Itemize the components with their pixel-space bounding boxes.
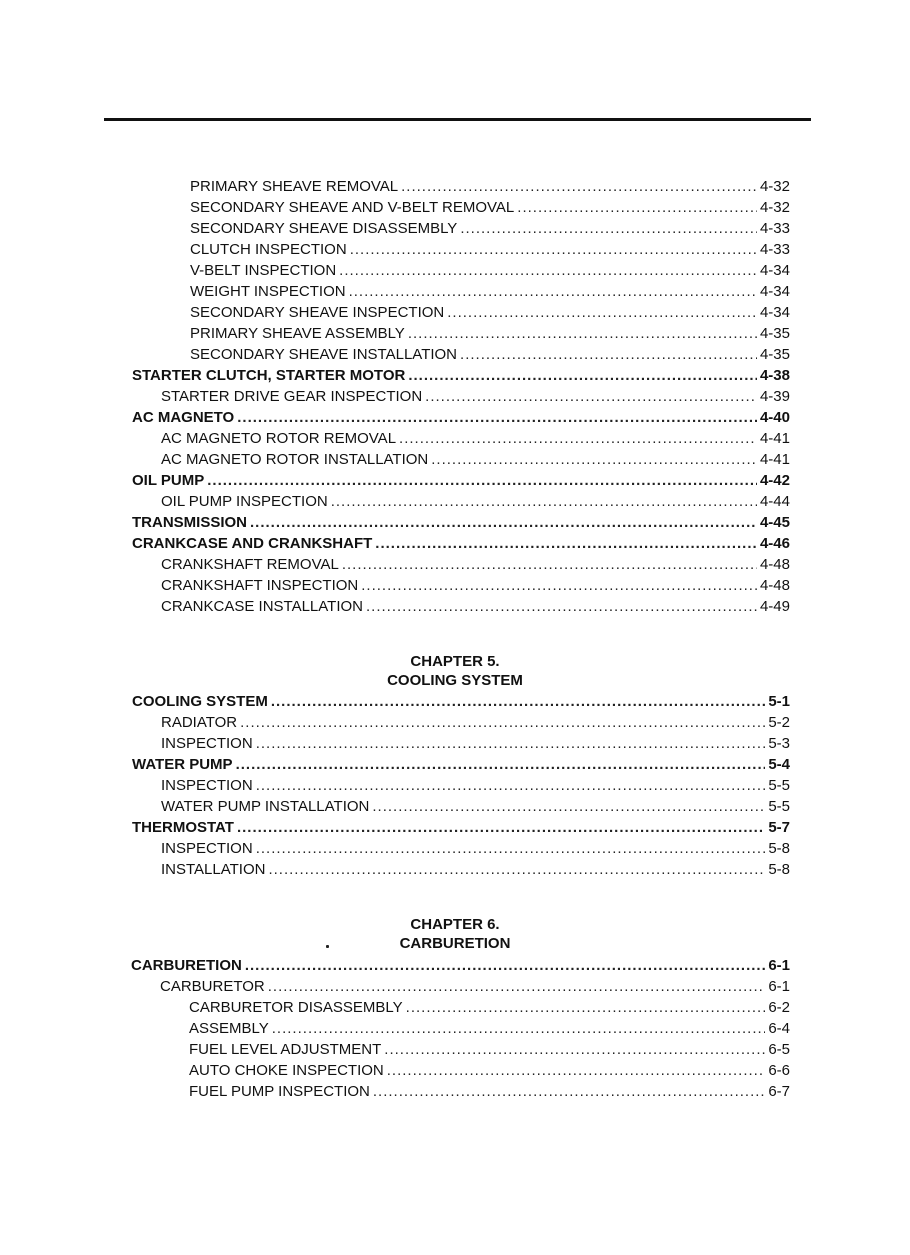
toc-entry-page: 4-38 bbox=[759, 367, 790, 384]
leader-dots bbox=[408, 323, 757, 344]
toc-entry-title: TRANSMISSION bbox=[132, 514, 248, 531]
toc-entry[interactable] bbox=[160, 976, 790, 997]
leader-dots bbox=[349, 281, 757, 302]
toc-entry-title: WATER PUMP bbox=[132, 756, 233, 773]
toc-entry-title: THERMOSTAT bbox=[132, 819, 234, 836]
toc-section[interactable] bbox=[132, 512, 790, 533]
toc-entry-page: 6-1 bbox=[768, 957, 790, 974]
toc-entry-page: 5-3 bbox=[768, 735, 790, 752]
toc-entry[interactable] bbox=[161, 491, 790, 512]
toc-entry-page: 4-34 bbox=[759, 283, 790, 300]
toc-entry[interactable] bbox=[161, 554, 790, 575]
toc-entry-title: STARTER DRIVE GEAR INSPECTION bbox=[161, 388, 423, 405]
toc-entry[interactable] bbox=[190, 323, 790, 344]
leader-dots bbox=[460, 344, 757, 365]
toc-entry-title: AC MAGNETO bbox=[132, 409, 235, 426]
leader-dots bbox=[372, 796, 765, 817]
toc-entry[interactable] bbox=[190, 176, 790, 197]
toc-entry-page: 4-32 bbox=[759, 178, 790, 195]
toc-entry-title: SECONDARY SHEAVE INSTALLATION bbox=[190, 346, 458, 363]
leader-dots bbox=[256, 775, 766, 796]
leader-dots bbox=[375, 533, 757, 554]
toc-entry-title: CRANKSHAFT INSPECTION bbox=[161, 577, 359, 594]
toc-entry[interactable] bbox=[190, 197, 790, 218]
toc-entry-title: COOLING SYSTEM bbox=[132, 693, 268, 710]
toc-entry[interactable] bbox=[161, 428, 790, 449]
toc-entry-page: 4-48 bbox=[759, 577, 790, 594]
toc-entry[interactable] bbox=[161, 733, 790, 754]
leader-dots bbox=[350, 239, 757, 260]
leader-dots bbox=[236, 754, 766, 775]
leader-dots bbox=[406, 997, 766, 1018]
leader-dots bbox=[517, 197, 757, 218]
toc-entry-page: 4-33 bbox=[759, 220, 790, 237]
toc-entry[interactable] bbox=[189, 1018, 790, 1039]
leader-dots bbox=[399, 428, 757, 449]
toc-entry[interactable] bbox=[190, 344, 790, 365]
toc-entry-page: 6-1 bbox=[768, 978, 790, 995]
leader-dots bbox=[256, 733, 766, 754]
toc-entry[interactable] bbox=[161, 838, 790, 859]
toc-section[interactable] bbox=[132, 754, 790, 775]
chapter-heading: CHAPTER 6. bbox=[410, 916, 500, 933]
toc-entry-title: INSPECTION bbox=[161, 735, 253, 752]
leader-dots bbox=[268, 859, 765, 880]
toc-entry[interactable] bbox=[190, 281, 790, 302]
leader-dots bbox=[250, 512, 757, 533]
toc-entry-page: 4-45 bbox=[759, 514, 790, 531]
toc-entry-page: 6-4 bbox=[768, 1020, 790, 1037]
toc-entry-page: 4-34 bbox=[759, 304, 790, 321]
toc-entry[interactable] bbox=[161, 386, 790, 407]
toc-entry-page: 4-35 bbox=[759, 325, 790, 342]
toc-entry-title: ASSEMBLY bbox=[189, 1020, 269, 1037]
toc-entry-page: 5-1 bbox=[768, 693, 790, 710]
chapter-title: CARBURETION bbox=[399, 935, 511, 952]
toc-section[interactable] bbox=[132, 365, 790, 386]
toc-entry-title: INSTALLATION bbox=[161, 861, 266, 878]
leader-dots bbox=[361, 575, 757, 596]
toc-entry-title: PRIMARY SHEAVE REMOVAL bbox=[190, 178, 399, 195]
leader-dots bbox=[460, 218, 757, 239]
toc-entry-page: 6-6 bbox=[768, 1062, 790, 1079]
toc-entry[interactable] bbox=[190, 218, 790, 239]
toc-entry-page: 4-32 bbox=[759, 199, 790, 216]
toc-entry-page: 4-35 bbox=[759, 346, 790, 363]
toc-section[interactable] bbox=[131, 955, 790, 976]
toc-entry-title: AUTO CHOKE INSPECTION bbox=[189, 1062, 384, 1079]
leader-dots bbox=[339, 260, 757, 281]
toc-entry-title: WEIGHT INSPECTION bbox=[190, 283, 346, 300]
leader-dots bbox=[373, 1081, 765, 1102]
toc-entry-title: SECONDARY SHEAVE DISASSEMBLY bbox=[190, 220, 458, 237]
toc-entry[interactable] bbox=[161, 859, 790, 880]
toc-entry-page: 6-5 bbox=[768, 1041, 790, 1058]
toc-entry-page: 6-2 bbox=[768, 999, 790, 1016]
toc-entry-title: AC MAGNETO ROTOR INSTALLATION bbox=[161, 451, 429, 468]
toc-entry-title: STARTER CLUTCH, STARTER MOTOR bbox=[132, 367, 406, 384]
toc-entry-title: CARBURETION bbox=[131, 957, 242, 974]
leader-dots bbox=[207, 470, 757, 491]
leader-dots bbox=[240, 712, 765, 733]
leader-dots bbox=[401, 176, 757, 197]
toc-section[interactable] bbox=[132, 533, 790, 554]
toc-entry-title: CRANKSHAFT REMOVAL bbox=[161, 556, 339, 573]
leader-dots bbox=[387, 1060, 766, 1081]
toc-entry-page: 5-2 bbox=[768, 714, 790, 731]
toc-entry-page: 5-5 bbox=[768, 777, 790, 794]
toc-entry-page: 4-42 bbox=[759, 472, 790, 489]
toc-entry-title: CARBURETOR bbox=[160, 978, 265, 995]
toc-entry-page: 5-8 bbox=[768, 861, 790, 878]
leader-dots bbox=[245, 955, 765, 976]
toc-entry-title: RADIATOR bbox=[161, 714, 238, 731]
toc-entry-title: FUEL PUMP INSPECTION bbox=[189, 1083, 370, 1100]
toc-entry-page: 5-5 bbox=[768, 798, 790, 815]
toc-entry-page: 6-7 bbox=[768, 1083, 790, 1100]
leader-dots bbox=[431, 449, 757, 470]
toc-entry-page: 5-4 bbox=[768, 756, 790, 773]
toc-entry-title: CRANKCASE INSTALLATION bbox=[161, 598, 363, 615]
toc-entry[interactable] bbox=[189, 1060, 790, 1081]
toc-entry-title: OIL PUMP bbox=[132, 472, 205, 489]
toc-entry-page: 4-33 bbox=[759, 241, 790, 258]
toc-entry-page: 4-48 bbox=[759, 556, 790, 573]
leader-dots bbox=[384, 1039, 765, 1060]
toc-entry-title: INSPECTION bbox=[161, 777, 253, 794]
toc-entry-page: 4-46 bbox=[759, 535, 790, 552]
toc-entry-page: 4-49 bbox=[759, 598, 790, 615]
chapter-title: COOLING SYSTEM bbox=[387, 672, 523, 689]
leader-dots bbox=[271, 691, 765, 712]
toc-entry-page: 4-34 bbox=[759, 262, 790, 279]
toc-entry-page: 4-41 bbox=[759, 430, 790, 447]
toc-entry-page: 4-40 bbox=[759, 409, 790, 426]
toc-entry-title: SECONDARY SHEAVE INSPECTION bbox=[190, 304, 445, 321]
toc-entry[interactable] bbox=[190, 302, 790, 323]
leader-dots bbox=[272, 1018, 766, 1039]
toc-entry-page: 4-39 bbox=[759, 388, 790, 405]
leader-dots bbox=[268, 976, 766, 997]
toc-section[interactable] bbox=[132, 691, 790, 712]
toc-section[interactable] bbox=[132, 407, 790, 428]
toc-entry-page: 4-41 bbox=[759, 451, 790, 468]
leader-dots bbox=[331, 491, 757, 512]
leader-dots bbox=[237, 817, 765, 838]
toc-entry-title: FUEL LEVEL ADJUSTMENT bbox=[189, 1041, 382, 1058]
leader-dots bbox=[237, 407, 757, 428]
toc-entry[interactable] bbox=[189, 1039, 790, 1060]
toc-entry-title: OIL PUMP INSPECTION bbox=[161, 493, 328, 510]
toc-entry-title: WATER PUMP INSTALLATION bbox=[161, 798, 370, 815]
toc-entry[interactable] bbox=[161, 796, 790, 817]
leader-dots bbox=[366, 596, 757, 617]
leader-dots bbox=[408, 365, 757, 386]
toc-section[interactable] bbox=[132, 817, 790, 838]
toc-entry[interactable] bbox=[161, 712, 790, 733]
toc-entry-title: CARBURETOR DISASSEMBLY bbox=[189, 999, 403, 1016]
toc-entry-title: V-BELT INSPECTION bbox=[190, 262, 337, 279]
toc-entry[interactable] bbox=[189, 997, 790, 1018]
toc-entry-title: CRANKCASE AND CRANKSHAFT bbox=[132, 535, 373, 552]
toc-entry[interactable] bbox=[161, 596, 790, 617]
toc-entry-title: INSPECTION bbox=[161, 840, 253, 857]
header-rule bbox=[104, 118, 811, 121]
toc-entry[interactable] bbox=[161, 575, 790, 596]
toc-section[interactable] bbox=[132, 470, 790, 491]
toc-entry[interactable] bbox=[189, 1081, 790, 1102]
toc-entry-title: AC MAGNETO ROTOR REMOVAL bbox=[161, 430, 397, 447]
leader-dots bbox=[342, 554, 757, 575]
toc-entry[interactable] bbox=[161, 449, 790, 470]
toc-entry-title: PRIMARY SHEAVE ASSEMBLY bbox=[190, 325, 405, 342]
leader-dots bbox=[425, 386, 757, 407]
toc-entry-title: SECONDARY SHEAVE AND V-BELT REMOVAL bbox=[190, 199, 515, 216]
toc-entry-title: CLUTCH INSPECTION bbox=[190, 241, 347, 258]
toc-entry-page: 5-7 bbox=[768, 819, 790, 836]
toc-entry-page: 4-44 bbox=[759, 493, 790, 510]
leader-dots bbox=[256, 838, 766, 859]
toc-entry-page: 5-8 bbox=[768, 840, 790, 857]
toc-entry[interactable] bbox=[190, 260, 790, 281]
chapter-heading: CHAPTER 5. bbox=[410, 653, 500, 670]
leader-dots bbox=[447, 302, 757, 323]
toc-entry[interactable] bbox=[161, 775, 790, 796]
toc-entry[interactable] bbox=[190, 239, 790, 260]
